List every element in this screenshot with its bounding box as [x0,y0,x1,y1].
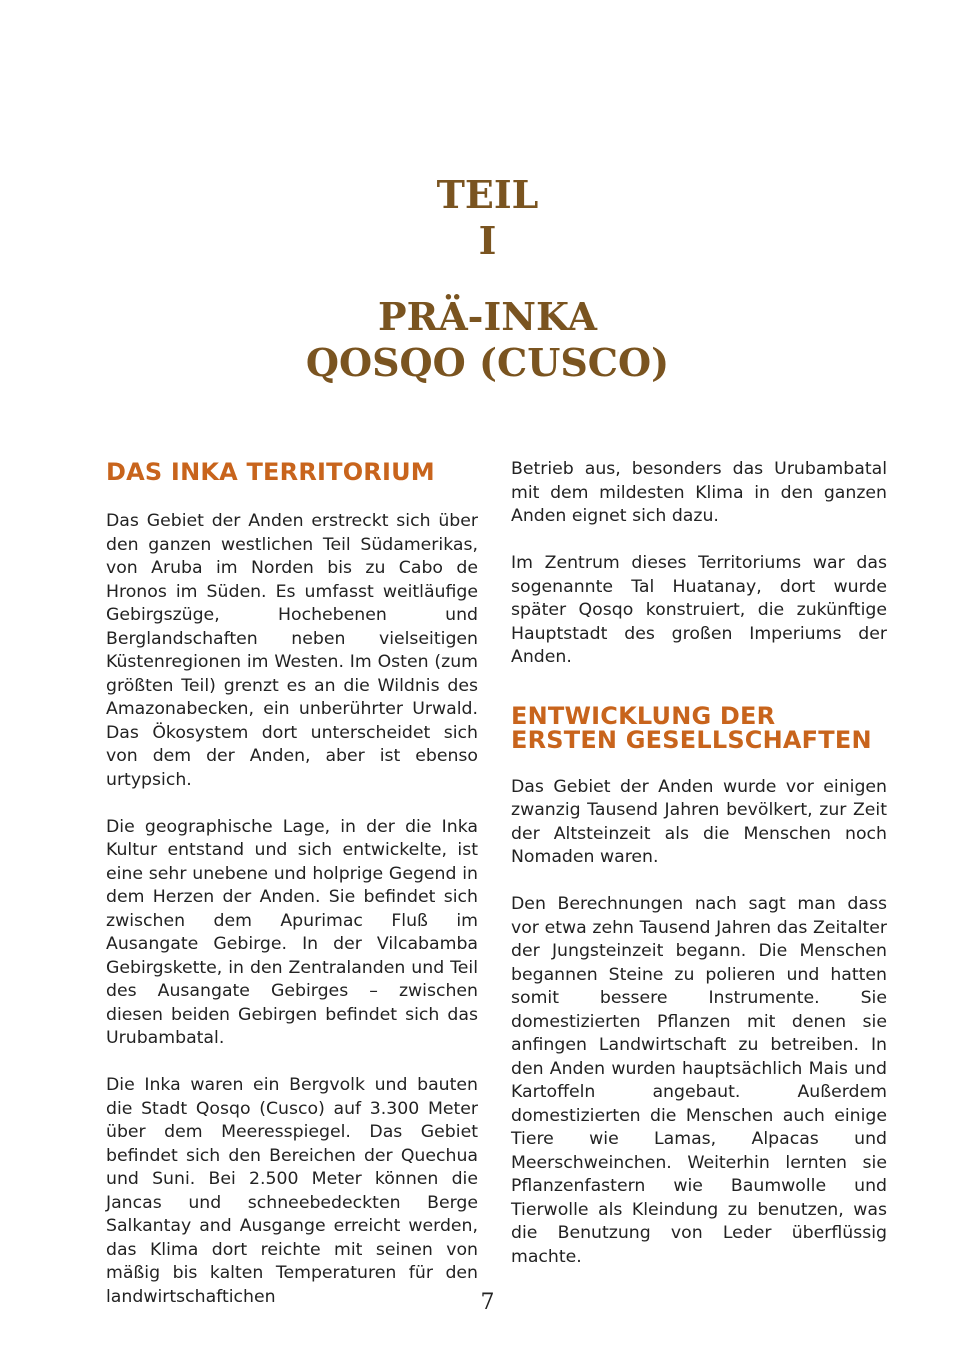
title-part-label: TEIL [436,172,539,217]
section-heading-line: ENTWICKLUNG DER [511,701,776,730]
title-part-number: I [478,218,497,263]
paragraph: Im Zentrum dieses Territoriums war das sogenannte Tal Huatanay, dort wurde später Qosqo konstruiert, die zukünftige Hauptstadt des großen Imperiums der Anden. [511,553,887,667]
section-heading-territory: DAS INKA TERRITORIUM [106,458,435,486]
paragraph: Den Berechnungen nach sagt man dass vor etwa zehn Tausend Jahren das Zeitalter der Jungsteinzeit begann. Die Menschen begannen Steine zu polieren und hatten somit bessere Instrumente. Sie domestizierten Pflanzen mit denen sie anfingen Landwirtschaft zu betreiben. In den Anden wurden hauptsächlich Mais und Kartoffeln angebaut. Außerdem domestizierten die Menschen auch einige Tiere wie Lamas, Alpacas und Meerschweinchen. Weiterhin lernten sie Pflanzenfastern wie Baumwolle und Tierwolle als Kleindung zu benutzen, was die Benutzung von Leder überflüssig machte. [511,894,887,1267]
paragraph: Das Gebiet der Anden wurde vor einigen zwanzig Tausend Jahren bevölkert, zur Zeit der Altsteinzeit als die Menschen noch Nomaden waren. [511,776,887,867]
paragraph: Die geographische Lage, in der die Inka Kultur entstand und sich entwickelte, ist eine sehr unebene und holprige Gegend in dem Herzen der Anden. Sie befindet sich zwischen dem Apurimac Fluß im Ausangate Gebirge. In der Vilcabamba Gebirgskette, in den Zentralanden und Teil des Ausangate Gebirges – zwischen diesen beiden Gebirgen befindet sich das Urubambatal. [106,816,478,1048]
left-column [106,456,478,1309]
title-subtitle: QOSQO (CUSCO) [305,340,670,385]
paragraph: Die Inka waren ein Bergvolk und bauten die Stadt Qosqo (Cusco) auf 3.300 Meter über dem Meeresspiegel. Das Gebiet befindet sich den Bereichen der Quechua und Suni. Bei 2.500 Meter können die Jancas und schneebedeckten Berge Salkantay and Ausgange erreicht werden, das Klima dort reichte mit seinen von mäßig bis kalten Temperaturen für den landwirtschaftichen [106,1075,478,1307]
title-main: PRÄ-INKA [378,294,597,339]
paragraph: Betrieb aus, besonders das Urubambatal mit dem mildesten Klima in den ganzen Anden eignet sich dazu. [511,459,887,526]
section-heading-societies [511,701,887,754]
section-heading-line: ERSTEN GESELLSCHAFTEN [511,725,872,754]
chapter-title [0,172,975,386]
right-column [511,458,887,1269]
paragraph: Das Gebiet der Anden erstreckt sich über den ganzen westlichen Teil Südamerikas, von Aruba im Norden bis zu Cabo de Hronos im Süden. Es umfasst weitläufige Gebirgszüge, Hochebenen und Berglandschaften neben vielseitigen Küstenregionen im Westen. Im Osten (zum größten Teil) grenzt es an die Wildnis des Amazonabecken, ein unberührter Urwald. Das Ökosystem dort unterscheidet sich von dem der Anden, aber ist ebenso urtypsich. [106,511,478,790]
page-number: 7 [480,1290,495,1315]
